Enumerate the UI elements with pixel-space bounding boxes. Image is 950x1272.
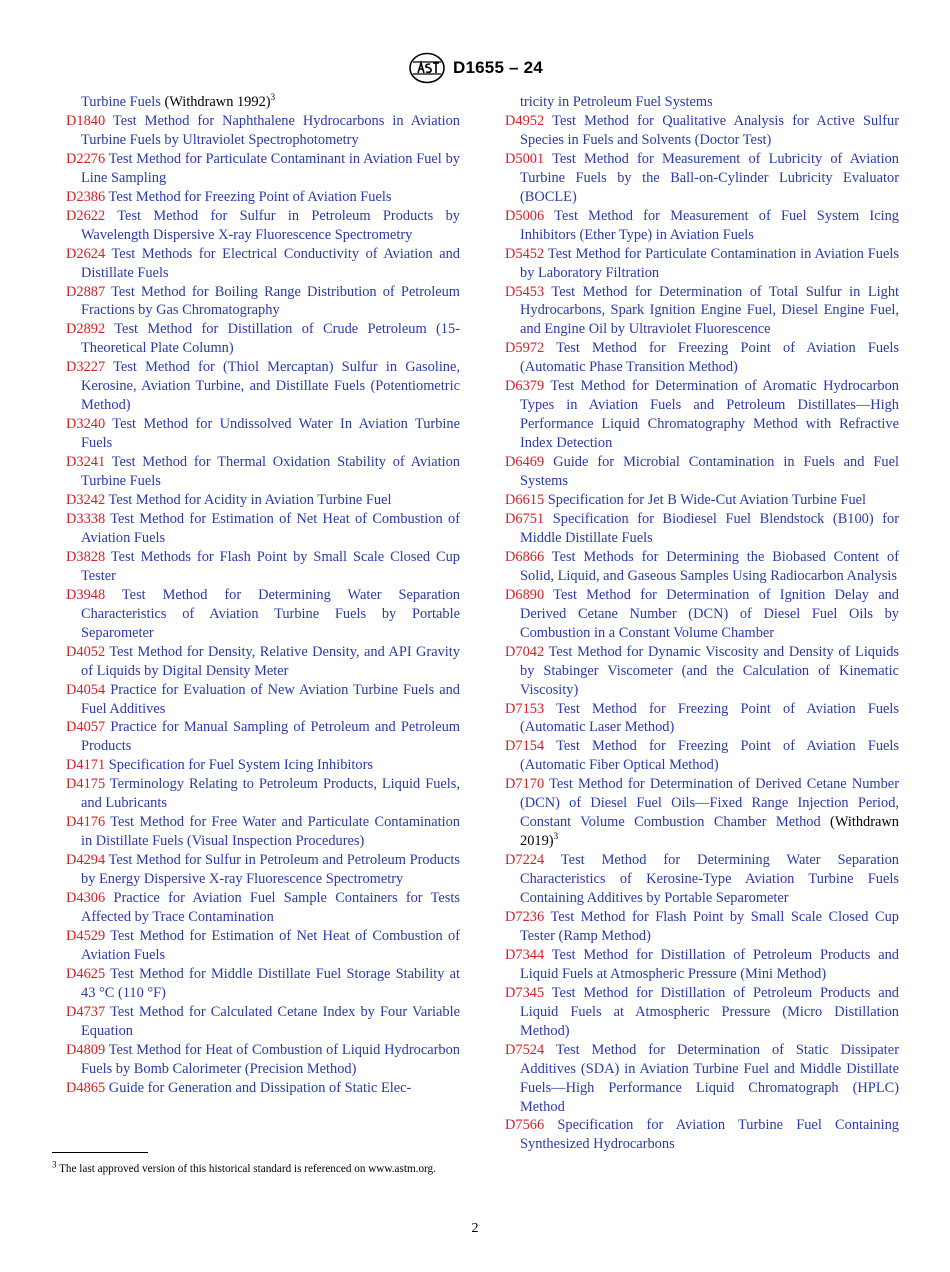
standard-title-link[interactable]: Test Method for Freezing Point of Aviation Fuels (Automatic Fiber Optical Method) [520, 738, 900, 774]
standard-code-link[interactable]: D5452 [505, 245, 545, 262]
reference-entry [66, 1041, 460, 1079]
standard-code-link[interactable]: D3242 [66, 492, 106, 509]
standard-title-link[interactable]: Test Method for Acidity in Aviation Turbine Fuel [108, 492, 392, 509]
reference-entry [505, 112, 899, 150]
reference-entry [505, 700, 899, 738]
standard-title-link[interactable]: Test Methods for Determining the Biobased Content of Solid, Liquid, and Gaseous Samples Using Radiocarbon Analysis [520, 548, 900, 584]
reference-entry [505, 775, 899, 851]
standard-title-link[interactable]: Test Method for Freezing Point of Aviation Fuels [108, 188, 392, 205]
reference-entry [66, 643, 460, 681]
reference-entry [66, 245, 460, 283]
standard-code-link[interactable]: D6751 [505, 510, 545, 527]
standard-code-link[interactable]: D7524 [505, 1041, 545, 1058]
standard-title-link[interactable]: Test Methods for Electrical Conductivity of Aviation and Distillate Fuels [81, 245, 461, 281]
standard-code-link[interactable]: D4171 [66, 757, 106, 774]
standard-title-link[interactable]: Test Method for Dynamic Viscosity and Density of Liquids by Stabinger Viscometer (and the Calculation of Kinematic Viscosity) [520, 643, 899, 698]
standard-code-link[interactable]: D2624 [66, 245, 106, 262]
standard-title-link[interactable]: Turbine Fuels [81, 94, 161, 110]
reference-entry [66, 1079, 460, 1098]
document-designation: D1655 – 24 [453, 58, 543, 77]
standard-title-link[interactable]: Test Method for Thermal Oxidation Stability of Aviation Turbine Fuels [81, 454, 460, 490]
standard-title-link[interactable]: Practice for Manual Sampling of Petroleum and Petroleum Products [81, 719, 460, 755]
standard-title-link[interactable]: Test Method for Determination of Static Dissipater Additives (SDA) in Aviation Turbine Fuel and Middle Distillate Fuels—High Performance Liquid Chromatograph (HPLC) Method [520, 1041, 899, 1115]
reference-entry [66, 453, 460, 491]
standard-title-link[interactable]: Test Method for Naphthalene Hydrocarbons in Aviation Turbine Fuels by Ultraviolet Spectrophotometry [81, 112, 460, 148]
standard-title-link[interactable]: Test Method for Determination of Total Sulfur in Light Hydrocarbons, Spark Ignition Engine Fuel, Diesel Engine Fuel, and Engine Oil by Ultraviolet Fluorescence [520, 283, 900, 338]
reference-entry [505, 245, 899, 283]
reference-entry [505, 150, 899, 207]
standard-title-link[interactable]: Test Method for Calculated Cetane Index by Four Variable Equation [81, 1003, 461, 1039]
standard-title-link[interactable]: Test Method for Determining Water Separation Characteristics of Kerosine-Type Aviation Turbine Fuels Containing Additives by Portable Separometer [520, 852, 899, 907]
reference-entry [66, 150, 460, 188]
standard-code-link[interactable]: D3241 [66, 454, 106, 471]
standard-code-link[interactable]: D7153 [505, 700, 545, 717]
reference-entry [505, 283, 899, 340]
standard-title-link[interactable]: Test Method for Determining Water Separation Characteristics of Aviation Turbine Fuels by Portable Separometer [81, 586, 460, 641]
standard-code-link[interactable]: D4057 [66, 719, 106, 736]
standard-title-link[interactable]: Test Method for Flash Point by Small Scale Closed Cup Tester (Ramp Method) [520, 908, 899, 944]
reference-entry [66, 718, 460, 756]
standard-code-link[interactable]: D6615 [505, 492, 545, 509]
withdrawn-note: (Withdrawn 1992) [160, 94, 271, 110]
reference-entry [66, 93, 460, 112]
footnote-marker: 3 [52, 1159, 57, 1170]
standard-title-link[interactable]: Test Method for (Thiol Mercaptan) Sulfur in Gasoline, Kerosine, Aviation Turbine, and Distillate Fuels (Potentiometric Method) [81, 359, 460, 414]
reference-entry [505, 1041, 899, 1117]
standard-code-link[interactable]: D3227 [66, 359, 106, 376]
page-header [0, 52, 950, 86]
standard-code-link[interactable]: D7224 [505, 852, 545, 869]
standard-title-link[interactable]: Test Method for Freezing Point of Aviation Fuels (Automatic Phase Transition Method) [520, 340, 900, 376]
reference-entry [505, 946, 899, 984]
footnote-text: The last approved version of this historical standard is referenced on www.astm.org. [56, 1163, 436, 1175]
reference-entry [66, 112, 460, 150]
standard-title-link[interactable]: Test Method for Heat of Combustion of Liquid Hydrocarbon Fuels by Bomb Calorimeter (Precision Method) [81, 1041, 460, 1077]
reference-entry [66, 188, 460, 207]
standard-title-link[interactable]: Terminology Relating to Petroleum Products, Liquid Fuels, and Lubricants [81, 776, 460, 812]
reference-entry [66, 756, 460, 775]
standard-code-link[interactable]: D7042 [505, 643, 545, 660]
standard-title-link[interactable]: Test Method for Sulfur in Petroleum and Petroleum Products by Energy Dispersive X-ray Fluorescence Spectrometry [81, 852, 460, 888]
reference-entry [505, 643, 899, 700]
reference-entry [66, 491, 460, 510]
standard-title-link[interactable]: Test Method for Particulate Contamination in Aviation Fuels by Laboratory Filtration [520, 245, 899, 281]
reference-entry [66, 851, 460, 889]
reference-entry [505, 908, 899, 946]
reference-entry [66, 813, 460, 851]
standard-code-link[interactable]: D4952 [505, 112, 545, 129]
standard-title-link[interactable]: Test Method for Determination of Aromatic Hydrocarbon Types in Aviation Fuels and Petroleum Distillates—High Performance Liquid Chromatography Method with Refractive Index Detection [520, 378, 900, 452]
standard-title-link[interactable]: Specification for Fuel System Icing Inhibitors [108, 757, 373, 774]
reference-entry [66, 283, 460, 321]
footnote-ref: 3 [270, 92, 276, 103]
reference-entry [505, 453, 899, 491]
standard-title-link[interactable]: Test Method for Undissolved Water In Aviation Turbine Fuels [81, 416, 460, 452]
standard-code-link[interactable]: D5006 [505, 207, 545, 224]
standard-code-link[interactable]: D6469 [505, 454, 545, 471]
standard-code-link[interactable]: D4175 [66, 776, 106, 793]
standard-title-link[interactable]: Test Method for Sulfur in Petroleum Products by Wavelength Dispersive X-ray Fluorescence Spectrometry [81, 207, 460, 243]
standard-title-link[interactable]: Guide for Generation and Dissipation of Static Elec- [108, 1079, 412, 1096]
standard-title-link[interactable]: Practice for Aviation Fuel Sample Containers for Tests Affected by Trace Contamination [81, 890, 460, 925]
standard-title-link[interactable]: Test Method for Distillation of Petroleum Products and Liquid Fuels at Atmospheric Pressure (Micro Distillation Method) [520, 984, 899, 1039]
standard-code-link[interactable]: D1840 [66, 112, 106, 129]
standard-code-link[interactable]: D4737 [66, 1003, 106, 1020]
standard-title-link[interactable]: Test Method for Estimation of Net Heat of Combustion of Aviation Fuels [81, 510, 460, 546]
standard-code-link[interactable]: D7345 [505, 984, 545, 1001]
astm-logo-icon [408, 52, 446, 84]
standard-code-link[interactable]: D3948 [66, 586, 106, 603]
standard-code-link[interactable]: D4294 [66, 852, 106, 869]
reference-entry [66, 1003, 460, 1041]
reference-entry [505, 851, 899, 908]
standard-title-link[interactable]: Test Method for Boiling Range Distribution of Petroleum Fractions by Gas Chromatography [81, 283, 461, 319]
reference-entry [505, 1116, 899, 1154]
reference-entry [66, 510, 460, 548]
reference-entry [66, 320, 460, 358]
standard-code-link[interactable]: D4865 [66, 1079, 106, 1096]
standard-title-link[interactable]: Test Method for Measurement of Lubricity of Aviation Turbine Fuels by the Ball-on-Cylinder Lubricity Evaluator (BOCLE) [520, 150, 899, 205]
standard-code-link[interactable]: D2622 [66, 207, 106, 224]
reference-entry [505, 548, 899, 586]
standard-title-link[interactable]: Test Methods for Flash Point by Small Scale Closed Cup Tester [81, 548, 460, 584]
reference-entry [505, 984, 899, 1041]
standard-code-link[interactable]: D4529 [66, 927, 106, 944]
reference-entry [505, 491, 899, 510]
standard-title-link[interactable]: Test Method for Qualitative Analysis for Active Sulfur Species in Fuels and Solvents (Doctor Test) [520, 112, 899, 148]
reference-entry [66, 586, 460, 643]
standard-title-link[interactable]: Test Method for Measurement of Fuel System Icing Inhibitors (Ether Type) in Aviation Fuels [520, 207, 899, 243]
standard-code-link[interactable]: D3828 [66, 548, 106, 565]
standard-code-link[interactable]: D5001 [505, 150, 545, 167]
reference-entry [66, 965, 460, 1003]
standard-title-link[interactable]: Test Method for Determination of Derived Cetane Number (DCN) of Diesel Fuel Oils—Fixed Range Injection Period, Constant Volume Combustion Chamber Method [520, 776, 899, 831]
standard-code-link[interactable]: D7344 [505, 946, 545, 963]
standard-title-link[interactable]: Specification for Jet B Wide-Cut Aviation Turbine Fuel [547, 492, 867, 509]
standard-code-link[interactable]: D4054 [66, 681, 106, 698]
standard-code-link[interactable]: D4306 [66, 890, 106, 907]
standard-code-link[interactable]: D6890 [505, 586, 545, 603]
reference-entry [66, 358, 460, 415]
reference-entry [505, 93, 899, 112]
standard-code-link[interactable]: D6379 [505, 378, 545, 395]
reference-entry [66, 681, 460, 719]
standard-code-link[interactable]: D7566 [505, 1117, 545, 1134]
reference-entry [66, 889, 460, 927]
footnote [52, 1159, 461, 1177]
standard-title-link[interactable]: tricity in Petroleum Fuel Systems [520, 94, 713, 110]
standard-code-link[interactable]: D5453 [505, 283, 545, 300]
reference-entry [505, 586, 899, 643]
standard-code-link[interactable]: D6866 [505, 548, 545, 565]
standard-title-link[interactable]: Test Method for Freezing Point of Aviation Fuels (Automatic Laser Method) [520, 700, 900, 736]
standard-code-link[interactable]: D7154 [505, 738, 545, 755]
standard-title-link[interactable]: Practice for Evaluation of New Aviation Turbine Fuels and Fuel Additives [81, 681, 460, 717]
reference-entry [66, 415, 460, 453]
standard-code-link[interactable]: D4052 [66, 643, 106, 660]
standard-code-link[interactable]: D5972 [505, 340, 545, 357]
reference-entry [66, 548, 460, 586]
standard-code-link[interactable]: D4176 [66, 814, 106, 831]
right-column [505, 93, 899, 1154]
standard-code-link[interactable]: D2887 [66, 283, 106, 300]
left-column [66, 93, 460, 1098]
standard-code-link[interactable]: D2276 [66, 150, 106, 167]
standard-code-link[interactable]: D7170 [505, 776, 545, 793]
standard-title-link[interactable]: Test Method for Estimation of Net Heat of Combustion of Aviation Fuels [81, 927, 460, 963]
standard-title-link[interactable]: Specification for Aviation Turbine Fuel Containing Synthesized Hydrocarbons [520, 1117, 899, 1153]
standard-code-link[interactable]: D3338 [66, 510, 106, 527]
standard-title-link[interactable]: Test Method for Density, Relative Density, and API Gravity of Liquids by Digital Density Meter [81, 643, 460, 679]
standard-code-link[interactable]: D4809 [66, 1041, 106, 1058]
standard-title-link[interactable]: Guide for Microbial Contamination in Fuels and Fuel Systems [520, 454, 899, 490]
standard-title-link[interactable]: Test Method for Free Water and Particulate Contamination in Distillate Fuels (Visual Inspection Procedures) [81, 814, 461, 850]
reference-entry [66, 775, 460, 813]
standard-title-link[interactable]: Test Method for Particulate Contaminant in Aviation Fuel by Line Sampling [81, 150, 460, 186]
reference-entry [505, 377, 899, 453]
standard-title-link[interactable]: Test Method for Middle Distillate Fuel Storage Stability at 43 °C (110 °F) [81, 965, 460, 1001]
standard-title-link[interactable]: Test Method for Distillation of Petroleum Products and Liquid Fuels at Atmospheric Pressure (Mini Method) [520, 946, 899, 982]
reference-entry [66, 927, 460, 965]
standard-title-link[interactable]: Specification for Biodiesel Fuel Blendstock (B100) for Middle Distillate Fuels [520, 510, 899, 546]
standard-title-link[interactable]: Test Method for Distillation of Crude Petroleum (15-Theoretical Plate Column) [81, 321, 460, 357]
reference-entry [505, 339, 899, 377]
footnote-ref: 3 [553, 831, 559, 842]
standard-code-link[interactable]: D3240 [66, 416, 106, 433]
reference-entry [505, 207, 899, 245]
reference-entry [505, 737, 899, 775]
page-number: 2 [471, 1221, 479, 1236]
standard-code-link[interactable]: D7236 [505, 908, 545, 925]
standard-code-link[interactable]: D2386 [66, 188, 106, 205]
footnote-divider [52, 1152, 148, 1153]
reference-entry [66, 207, 460, 245]
standard-code-link[interactable]: D4625 [66, 965, 106, 982]
standard-code-link[interactable]: D2892 [66, 321, 106, 338]
standard-title-link[interactable]: Test Method for Determination of Ignition Delay and Derived Cetane Number (DCN) of Diesel Fuel Oils by Combustion in a Constant Volume Chamber [520, 586, 899, 641]
withdrawn-note: (Withdrawn 2019) [520, 814, 899, 850]
reference-entry [505, 510, 899, 548]
